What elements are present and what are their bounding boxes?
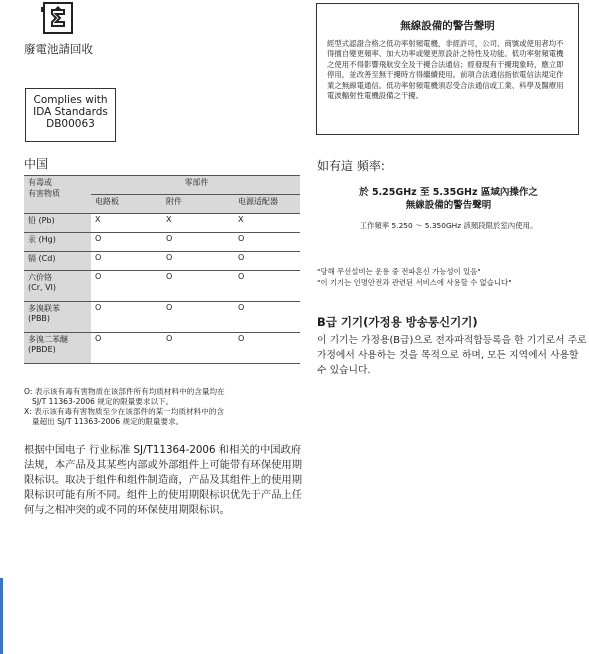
table-header-row <box>24 176 300 195</box>
frequency-heading: 如有這 頻率: <box>317 159 385 173</box>
substance-name: 铅 (Pb) <box>24 214 91 233</box>
battery-recycle-label: 廢電池請回收 <box>24 42 93 56</box>
class-b-heading: B급 기기(가정용 방송통신기기) <box>317 315 478 329</box>
table-row <box>24 214 300 233</box>
china-rohs-paragraph: 根据中国电子 行业标准 SJ/T11364-2006 和相关的中国政府法规，本产品及其某些内部或外部组件上可能带有环保使用期限标识。取决于组件和组件制造商，产品及其组件上的使用期限标识可能有所不同。组件上的使用期限标识优先于产品上任何与之相冲突的或不同的环保使用期限标识。 <box>24 444 303 516</box>
note-line: X: 表示该有毒有害物质至少在该部件的某一均质材料中的含 <box>24 407 225 416</box>
ida-line: Complies with <box>33 94 108 106</box>
table-cell: O <box>91 271 162 302</box>
taiwan-warning-box <box>316 3 579 135</box>
china-heading: 中国 <box>24 157 49 171</box>
korea-quote-line: "당해 무선설비는 운용 중 전파혼신 가능성이 있음" <box>317 267 481 276</box>
column-header: 电路板 <box>91 195 162 214</box>
table-cell: O <box>162 271 234 302</box>
substance-column-header: 有毒或 有害物质 <box>24 176 91 214</box>
battery-recycle-icon <box>38 0 78 36</box>
table-cell: O <box>162 302 234 333</box>
note-line: O: 表示该有毒有害物质在该部件所有均质材料中的含量均在 <box>24 387 225 396</box>
page-edge-bar <box>0 578 3 654</box>
warning-body: 經型式認證合格之低功率射頻電機，非經許可，公司、商號或使用者均不得擅自變更頻率、加大功率或變更原設計之特性及功能。低功率射頻電機之使用不得影響飛航安全及干擾合法通信；經發現有干擾現象時，應立即停用，並改善至無干擾時方得繼續使用。前項合法通信指依電信法規定作業之無線電通信。低功率射頻電機須忍受合法通信或工業、科學及醫療用電波輻射性電機設備之干擾。 <box>327 39 564 101</box>
table-row <box>24 271 300 302</box>
table-cell: O <box>234 302 300 333</box>
parts-header: 零部件 <box>91 176 300 195</box>
column-header: 电源适配器 <box>234 195 300 214</box>
table-cell: O <box>234 252 300 271</box>
table-cell: O <box>91 333 162 364</box>
table-cell: O <box>234 271 300 302</box>
table-cell: O <box>91 252 162 271</box>
table-cell: O <box>234 333 300 364</box>
note-line: 量超出 SJ/T 11363-2006 规定的限量要求。 <box>32 417 184 426</box>
table-row <box>24 302 300 333</box>
korea-quote-line: "이 기기는 인명안전과 관련된 서비스에 사용할 수 없습니다" <box>317 278 512 287</box>
substance-name: 镉 (Cd) <box>24 252 91 271</box>
column-header: 附件 <box>162 195 234 214</box>
band-note: 工作頻率 5.250 ～ 5.350GHz 該頻段限於室內使用。 <box>359 221 538 230</box>
table-cell: O <box>234 233 300 252</box>
ida-line: IDA Standards <box>33 106 108 118</box>
korea-quote <box>317 266 512 288</box>
warning-title: 無線設備的警告聲明 <box>400 20 495 32</box>
ida-line: DB00063 <box>46 118 95 130</box>
table-cell: X <box>234 214 300 233</box>
table-row <box>24 333 300 364</box>
table-cell: O <box>91 302 162 333</box>
band-warning-title: 於 5.25GHz 至 5.35GHz 區域內操作之 無線設備的警告聲明 <box>359 187 538 211</box>
table-cell: X <box>91 214 162 233</box>
ida-compliance-box <box>25 88 116 142</box>
substance-name: 汞 (Hg) <box>24 233 91 252</box>
table-row <box>24 252 300 271</box>
table-notes <box>24 387 304 427</box>
substance-name: 多溴二苯醚 (PBDE) <box>24 333 91 364</box>
table-cell: O <box>162 333 234 364</box>
table-cell: X <box>162 214 234 233</box>
table-cell: O <box>91 233 162 252</box>
substance-name: 多溴联苯 (PBB) <box>24 302 91 333</box>
table-row <box>24 233 300 252</box>
table-cell: O <box>162 233 234 252</box>
table-cell: O <box>162 252 234 271</box>
substance-name: 六价铬 (Cr, VI) <box>24 271 91 302</box>
class-b-body: 이 기기는 가정용(B급)으로 전자파적합등록을 한 기기로서 주로 가정에서 사용하는 것을 목적으로 하며, 모든 지역에서 사용할 수 있습니다. <box>317 335 587 376</box>
note-line: SJ/T 11363-2006 规定的限量要求以下。 <box>32 397 174 406</box>
hazardous-substance-table <box>24 175 300 364</box>
